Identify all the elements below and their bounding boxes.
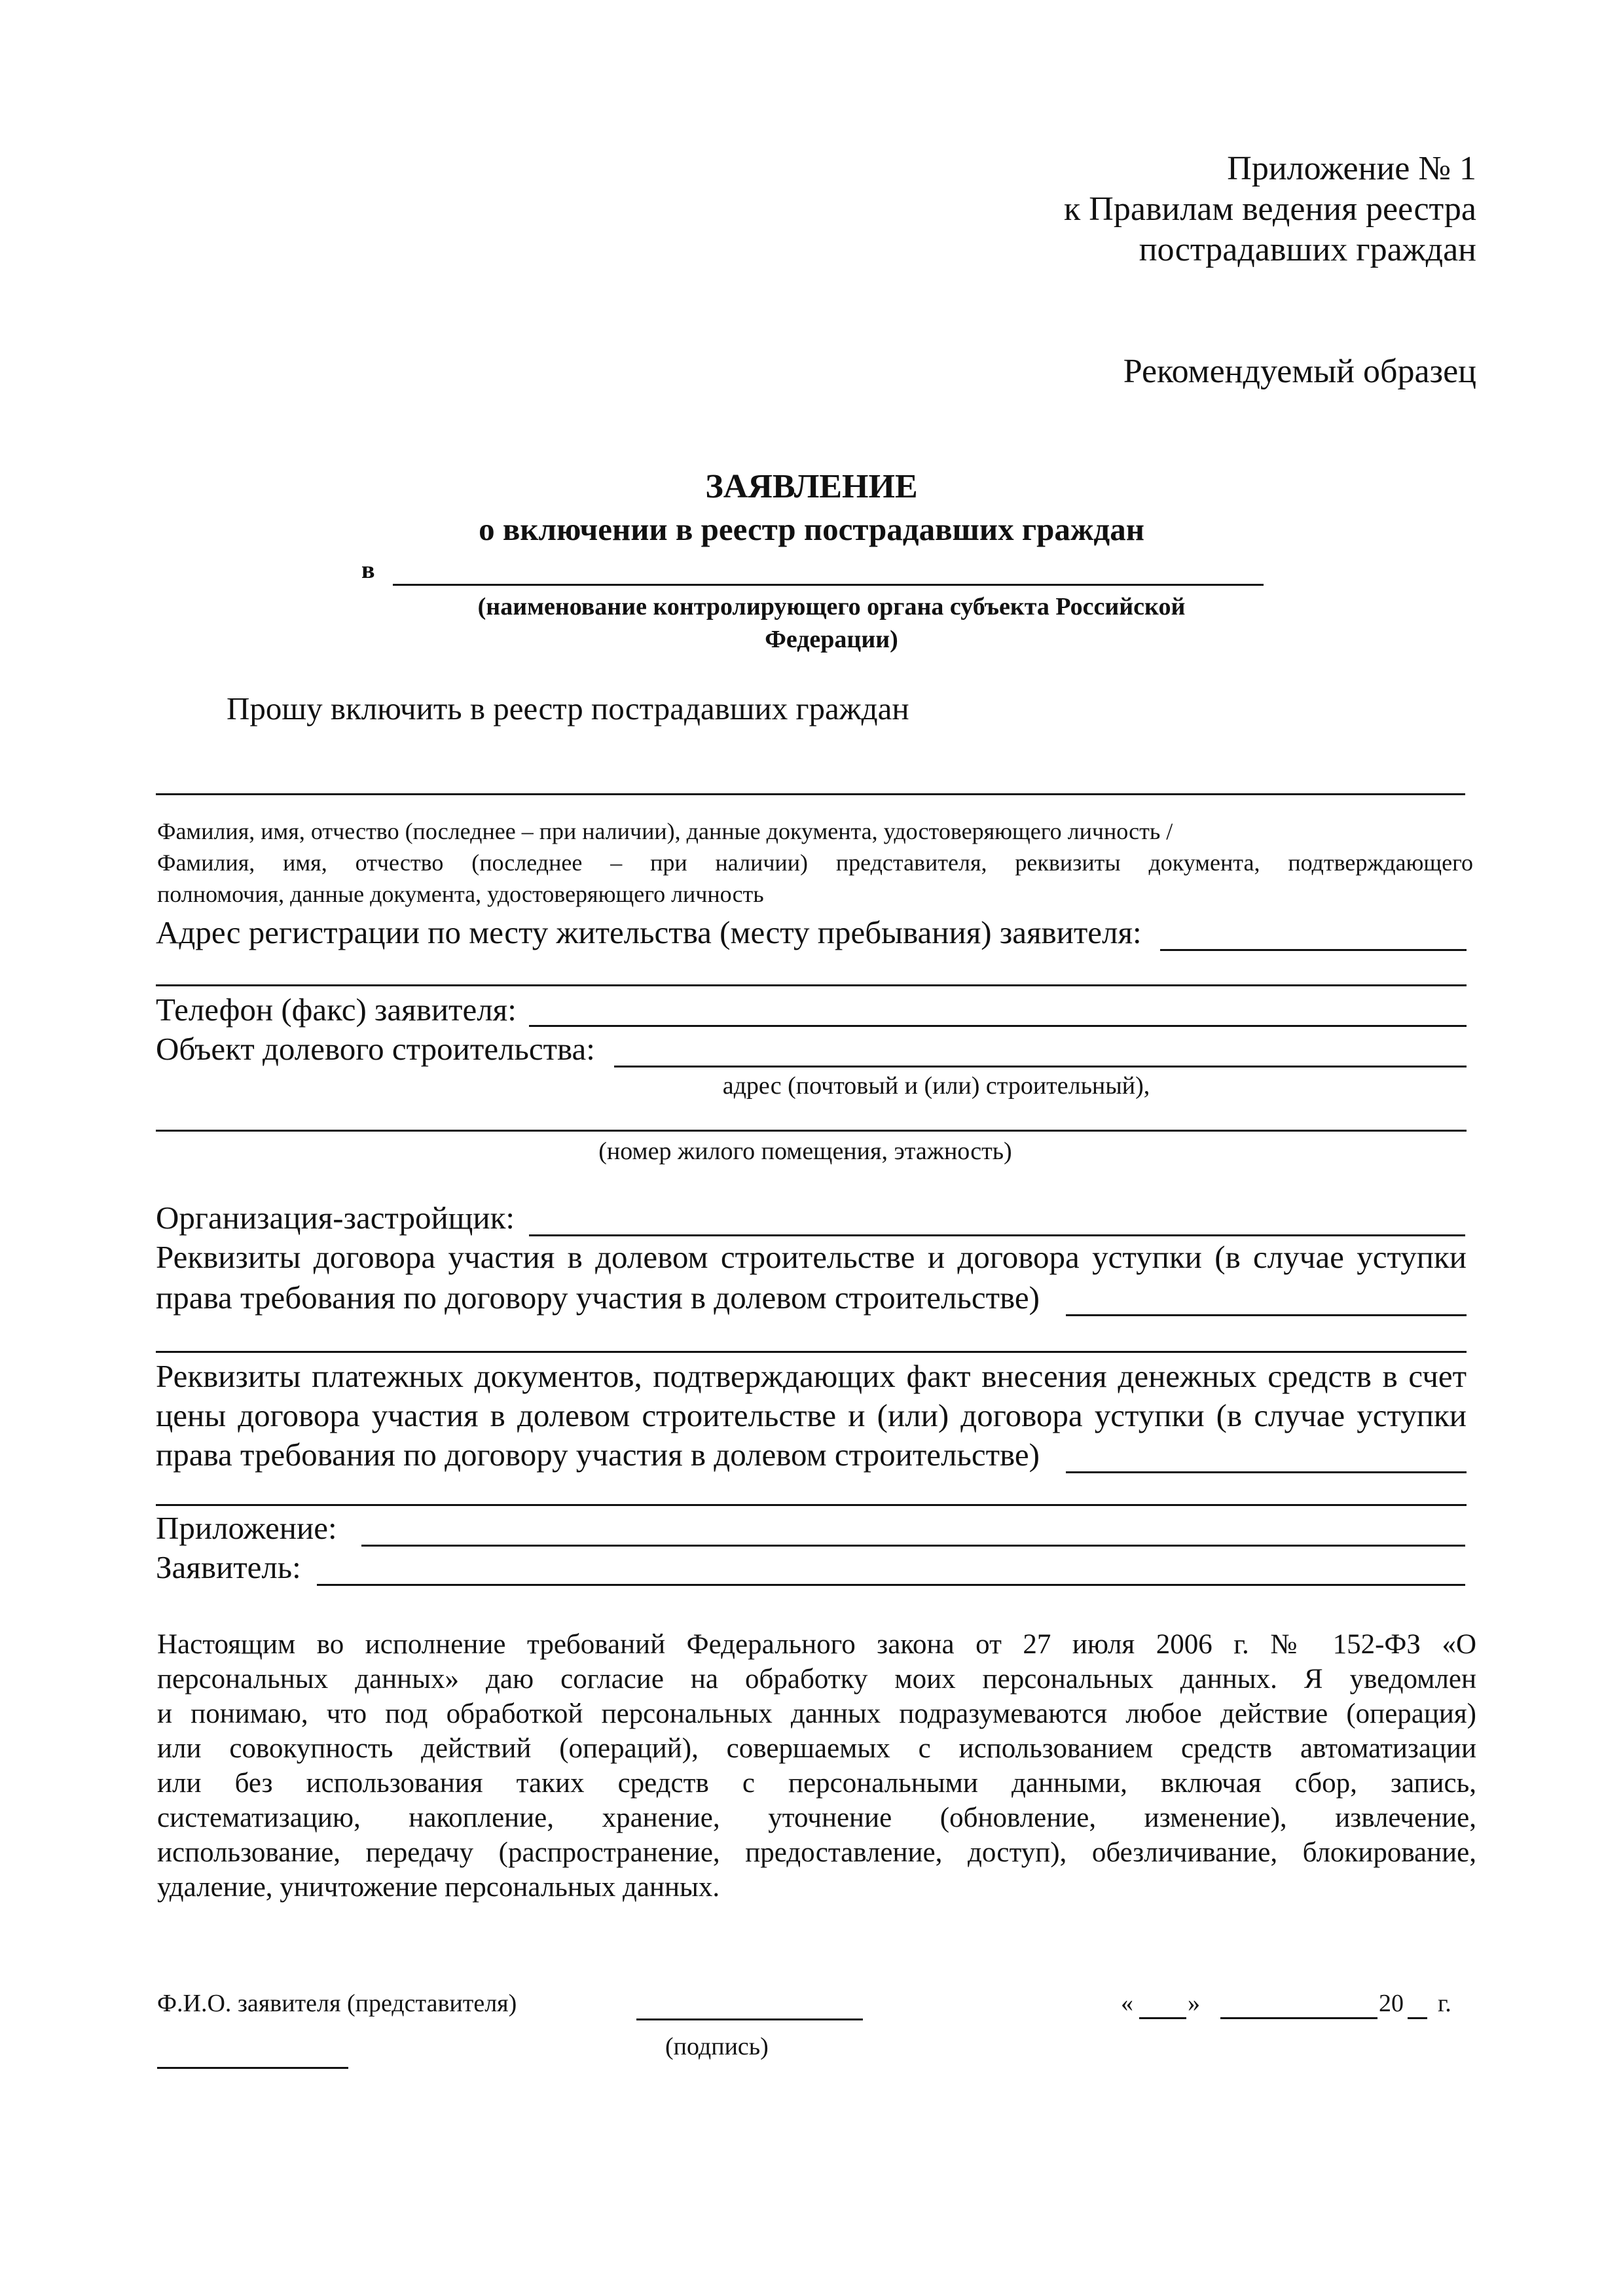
applicant-label: Заявитель: [156,1549,301,1585]
consent-line: использование, передачу (распространение, предоставление, доступ), обезличивание, блокирование, [157,1837,1476,1868]
consent-line: систематизацию, накопление, хранение, уточнение (обновление, изменение), извлечение, [157,1803,1476,1833]
appendix-number: Приложение № 1 [1227,150,1476,187]
authority-caption-line1: (наименование контролирующего органа субъекта Российской [477,593,1186,620]
consent-line: персональных данных» даю согласие на обработку моих персональных данных. Я уведомлен [157,1664,1476,1695]
date-open-quote: « [1121,1990,1133,2017]
developer-label: Организация-застройщик: [156,1200,515,1236]
document-title: ЗАЯВЛЕНИЕ [705,468,918,505]
phone-label: Телефон (факс) заявителя: [156,992,517,1028]
address-field-line-2[interactable] [156,984,1467,986]
date-year-prefix: 20 [1379,1990,1404,2017]
identity-caption-line3: полномочия, данные документа, удостоверяющего личность [157,881,764,907]
object-label: Объект долевого строительства: [156,1031,595,1067]
consent-line: и понимаю, что под обработкой персональных данных подразумеваются любое действие (операция) [157,1698,1476,1729]
contract-label-line2: права требования по договору участия в долевом строительстве) [156,1280,1040,1316]
date-day-field[interactable] [1139,2017,1186,2019]
phone-field-line[interactable] [529,1025,1467,1027]
appendix-rules-ref: к Правилам ведения реестра [1064,190,1476,228]
applicant-name-field-line[interactable] [157,2067,348,2069]
applicant-field-line[interactable] [317,1584,1465,1586]
payment-field-line[interactable] [1066,1471,1467,1473]
appendix-registry-ref: пострадавших граждан [1139,231,1476,268]
developer-field-line[interactable] [529,1234,1465,1236]
object-caption-address: адрес (почтовый и (или) строительный), [722,1072,1150,1100]
date-month-field[interactable] [1220,2017,1377,2019]
object-field-line-2[interactable] [156,1130,1467,1132]
contract-field-line-2[interactable] [156,1351,1467,1353]
address-field-line[interactable] [1160,949,1467,951]
date-year-field[interactable] [1408,2017,1427,2019]
sample-note: Рекомендуемый образец [1123,353,1476,390]
consent-line: или без использования таких средств с персональными данными, включая сбор, запись, [157,1768,1476,1799]
authority-prefix: в [361,556,375,584]
payment-label-line3: права требования по договору участия в долевом строительстве) [156,1437,1040,1473]
date-close-quote: » [1188,1990,1200,2017]
applicant-name-label: Ф.И.О. заявителя (представителя) [157,1990,517,2017]
object-field-line[interactable] [614,1066,1467,1067]
applicant-name-field-line[interactable] [156,793,1465,795]
consent-line: или совокупность действий (операций), совершаемых с использованием средств автоматизации [157,1733,1476,1764]
consent-line: Настоящим во исполнение требований Федерального закона от 27 июля 2006 г. № 152-ФЗ «О [157,1629,1476,1660]
payment-label-line2: цены договора участия в долевом строительстве и (или) договора уступки (в случае уступки [156,1397,1467,1433]
authority-field-line[interactable] [393,584,1264,586]
document-subtitle: о включении в реестр пострадавших граждан [479,511,1144,547]
identity-caption-line1: Фамилия, имя, отчество (последнее – при наличии), данные документа, удостоверяющего личность / [157,818,1173,844]
request-text: Прошу включить в реестр пострадавших граждан [227,691,909,726]
consent-paragraph [157,1627,1476,1905]
address-label: Адрес регистрации по месту жительства (месту пребывания) заявителя: [156,914,1142,950]
attachment-field-line[interactable] [361,1545,1465,1547]
signature-caption: (подпись) [665,2033,769,2060]
signature-field-line[interactable] [636,2018,863,2020]
contract-label-line1: Реквизиты договора участия в долевом строительстве и договора уступки (в случае уступки [156,1239,1467,1275]
object-caption-room: (номер жилого помещения, этажность) [598,1138,1012,1165]
date-year-suffix: г. [1438,1990,1451,2017]
contract-field-line[interactable] [1066,1314,1467,1316]
attachment-label: Приложение: [156,1510,337,1546]
identity-caption-line2: Фамилия, имя, отчество (последнее – при наличии) представителя, реквизиты документа, подтверждающего [157,850,1473,876]
authority-caption-line2: Федерации) [765,626,898,653]
payment-field-line-2[interactable] [156,1504,1467,1506]
payment-label-line1: Реквизиты платежных документов, подтверждающих факт внесения денежных средств в счет [156,1358,1467,1394]
consent-line: удаление, уничтожение персональных данных. [157,1872,720,1903]
